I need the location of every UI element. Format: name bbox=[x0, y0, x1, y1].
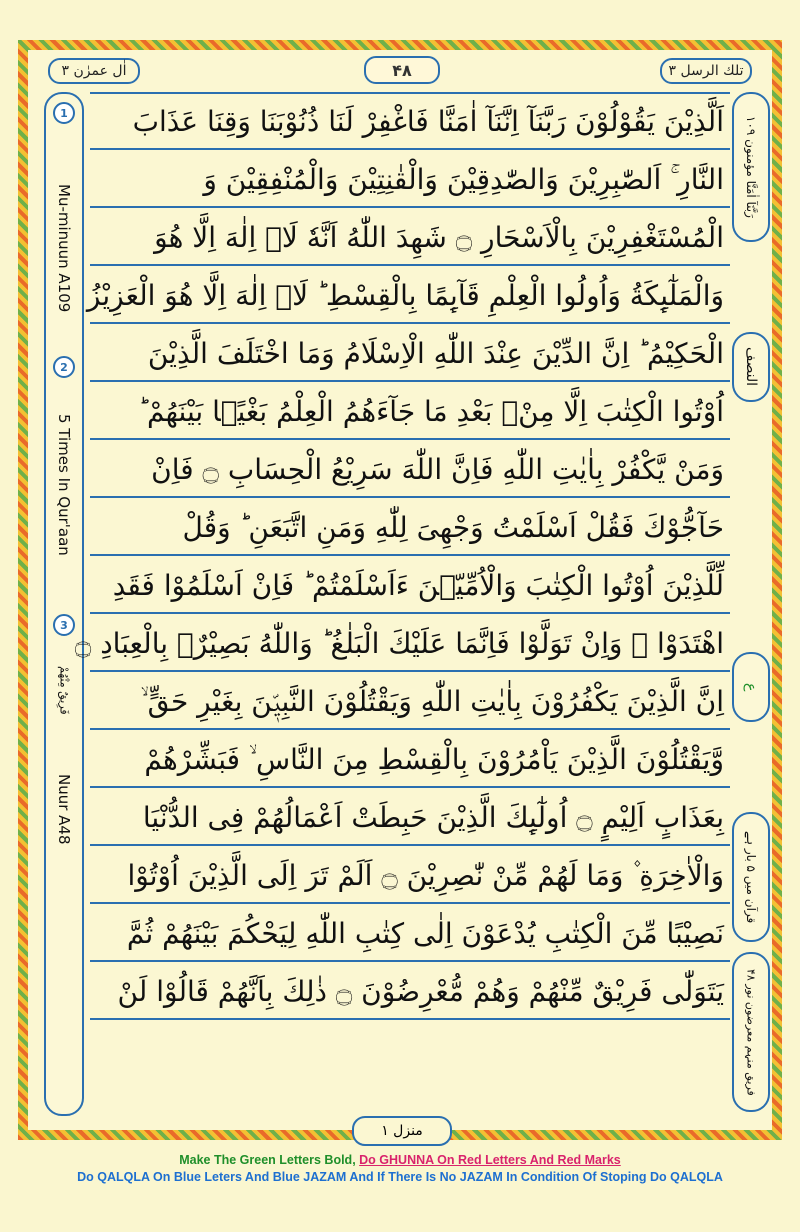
verse-line-14: وَالْاٰخِرَةِ ۫ وَمَا لَهُمْ مِّنْ نّٰصِرِیْنَ ۝ اَلَمْ تَرَ اِلَى الَّذِیْنَ اُوْتُوْا bbox=[90, 848, 730, 904]
verse-line-15: نَصِیْبًا مِّنَ الْكِتٰبِ یُدْعَوْنَ اِلٰى كِتٰبِ اللّٰهِ لِیَحْكُمَ بَیْنَهُمْ ثُمَّ bbox=[90, 906, 730, 962]
right-note-2: قرآن میں ۵ بار ہے bbox=[732, 812, 770, 942]
verse-line-9: لِّلَّذِیْنَ اُوْتُوا الْكِتٰبَ وَالْاُمِّیّٖنَ ءَاَسْلَمْتُمْ ؕ فَاِنْ اَسْلَمُوْا فَقَدِ bbox=[90, 558, 730, 614]
verse-line-12: وَّیَقْتُلُوْنَ الَّذِیْنَ یَاْمُرُوْنَ بِالْقِسْطِ مِنَ النَّاسِ ۙ فَبَشِّرْهُمْ bbox=[90, 732, 730, 788]
page-number: ۴۸ bbox=[364, 56, 440, 84]
verse-line-13: بِعَذَابٍ اَلِیْمٍ ۝ اُولٰٓىِٕكَ الَّذِیْنَ حَبِطَتْ اَعْمَالُهُمْ فِی الدُّنْیَا bbox=[90, 790, 730, 846]
note-2-number: 2 bbox=[53, 356, 75, 378]
verse-line-3: الْمُسْتَغْفِرِیْنَ بِالْاَسْحَارِ ۝ شَهِدَ اللّٰهُ اَنَّهٗ لَاۤ اِلٰهَ اِلَّا هُوَ bbox=[90, 210, 730, 266]
verse-line-16: یَتَوَلّٰى فَرِیْقٌ مِّنْهُمْ وَهُمْ مُّعْرِضُوْنَ ۝ ذٰلِكَ بِاَنَّهُمْ قَالُوْا لَنْ bbox=[90, 964, 730, 1020]
page-header bbox=[40, 56, 760, 84]
verse-text-area bbox=[74, 92, 730, 1114]
verse-line-8: حَآجُّوْكَ فَقُلْ اَسْلَمْتُ وَجْهِیَ لِلّٰهِ وَمَنِ اتَّبَعَنِ ؕ وَقُلْ bbox=[90, 500, 730, 556]
right-note-3: فریق منہم معرضون نور ۴۸ bbox=[732, 952, 770, 1112]
verse-line-5: الْحَكِیْمُ ؕ اِنَّ الدِّیْنَ عِنْدَ اللّٰهِ الْاِسْلَامُ وَمَا اخْتَلَفَ الَّذِیْنَ bbox=[90, 326, 730, 382]
tajweed-notes bbox=[0, 1152, 800, 1186]
verse-line-2: النَّارِ ۚ اَلصّٰبِرِیْنَ وَالصّٰدِقِیْنَ وَالْقٰنِتِیْنَ وَالْمُنْفِقِیْنَ وَ bbox=[90, 152, 730, 208]
ruku-marker: ع bbox=[732, 652, 770, 722]
note-qalqla: Do QALQLA On Blue Leters And Blue JAZAM And If There Is No JAZAM In Condition Of Stoping Do QALQLA bbox=[77, 1170, 723, 1184]
note-3-arabic: فَرِيقٌ مِنْهُمْ bbox=[57, 665, 71, 715]
verse-line-7: وَمَنْ یَّكْفُرْ بِاٰیٰتِ اللّٰهِ فَاِنَّ اللّٰهَ سَرِیْعُ الْحِسَابِ ۝ فَاِنْ bbox=[90, 442, 730, 498]
note-green-letters: Make The Green Letters Bold, bbox=[179, 1153, 356, 1167]
verse-line-4: وَالْمَلٰٓىِٕكَةُ وَاُولُوا الْعِلْمِ قَآىِٕمًا بِالْقِسْطِ ؕ لَاۤ اِلٰهَ اِلَّا هُوَ الْعَزِیْزُ bbox=[90, 268, 730, 324]
right-notes-margin bbox=[732, 92, 770, 1112]
right-note-1: رَبَّنَآ اٰمَنَّا مؤمنون ۱۰۹ bbox=[732, 92, 770, 242]
verse-line-6: اُوْتُوا الْكِتٰبَ اِلَّا مِنْۢ بَعْدِ مَا جَآءَهُمُ الْعِلْمُ بَغْیًۢا بَیْنَهُمْ ؕ bbox=[90, 384, 730, 440]
note-3-number: 3 bbox=[53, 614, 75, 636]
verse-line-11: اِنَّ الَّذِیْنَ یَكْفُرُوْنَ بِاٰیٰتِ اللّٰهِ وَیَقْتُلُوْنَ النَّبِیّٖنَ بِغَیْرِ حَقٍّ ۙ bbox=[90, 674, 730, 730]
note-1-number: 1 bbox=[53, 102, 75, 124]
nisf-marker: النصف bbox=[732, 332, 770, 402]
verse-line-10: اهْتَدَوْا ۚ وَاِنْ تَوَلَّوْا فَاِنَّمَا عَلَیْكَ الْبَلٰغُ ؕ وَاللّٰهُ بَصِیْرٌۢ بِالْعِبَادِ ۝ bbox=[90, 616, 730, 672]
note-2-text: 5 Times In Qur'aan bbox=[55, 414, 73, 556]
verse-line-1: اَلَّذِیْنَ یَقُوْلُوْنَ رَبَّنَآ اِنَّنَآ اٰمَنَّا فَاغْفِرْ لَنَا ذُنُوْبَنَا وَقِنَا عَذَابَ bbox=[90, 94, 730, 150]
note-ghunna: Do GHUNNA On Red Letters And Red Marks bbox=[359, 1153, 621, 1167]
note-3-text: Nuur A48 bbox=[55, 773, 73, 845]
left-notes-sidebar bbox=[44, 92, 84, 1116]
juz-name-label: تلك الرسل ۳ bbox=[660, 58, 752, 84]
surah-name-label: اٰل عمرٰن ۳ bbox=[48, 58, 140, 84]
manzil-label: منزل ۱ bbox=[352, 1116, 452, 1146]
note-1-text: Mu-minuun A109 bbox=[55, 183, 73, 313]
